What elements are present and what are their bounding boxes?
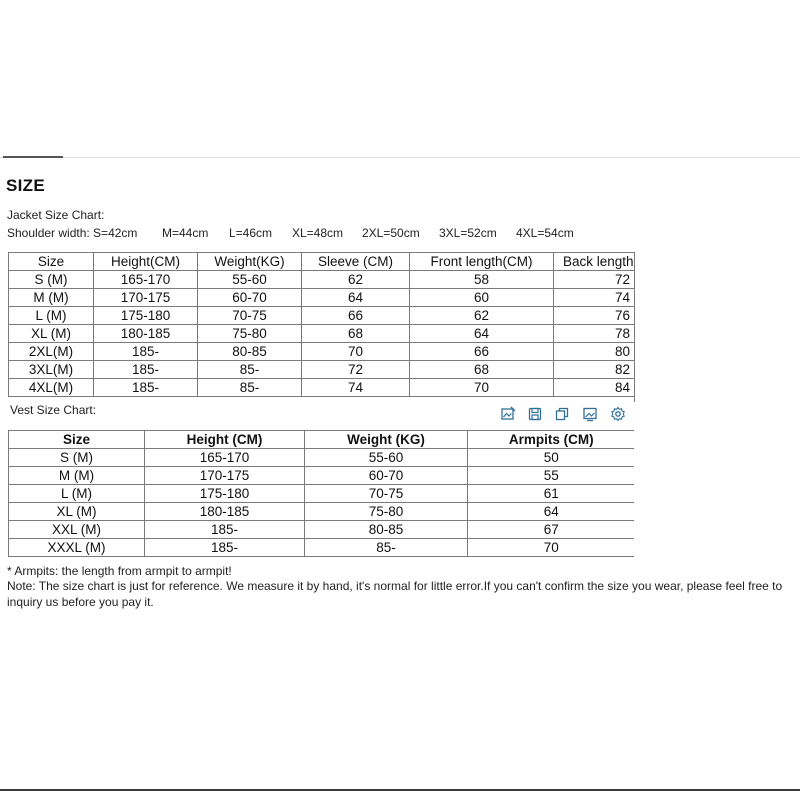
table-cell: M (M) [9, 289, 94, 307]
table-cell: L (M) [9, 307, 94, 325]
table-cell: 165-170 [94, 271, 198, 289]
top-divider-accent [3, 156, 63, 158]
column-header: Height(CM) [94, 253, 198, 271]
settings-icon[interactable] [610, 406, 626, 422]
shoulder-width-xl: XL=48cm [292, 226, 344, 240]
table-cell: XL (M) [9, 503, 145, 521]
table-cell: 85- [198, 379, 302, 397]
table-cell: 4XL(M) [9, 379, 94, 397]
table-row [9, 289, 636, 307]
table-row [9, 449, 635, 467]
column-header: Height (CM) [145, 431, 305, 449]
shoulder-width-s: Shoulder width: S=42cm [7, 226, 138, 240]
table-cell: 68 [302, 325, 410, 343]
table-cell: 170-175 [94, 289, 198, 307]
armpits-note: * Armpits: the length from armpit to armpit! [7, 564, 232, 578]
table-row [9, 271, 636, 289]
table-row [9, 521, 635, 539]
table-cell: 180-185 [94, 325, 198, 343]
column-header: Armpits (CM) [468, 431, 635, 449]
table-cell: 67 [468, 521, 635, 539]
table-cell: 70 [410, 379, 554, 397]
table-cell: 68 [410, 361, 554, 379]
column-header: Sleeve (CM) [302, 253, 410, 271]
table-cell: 70-75 [198, 307, 302, 325]
table-cell: 66 [410, 343, 554, 361]
table-row [9, 539, 635, 557]
table-cell: 80-85 [198, 343, 302, 361]
table-cell: 165-170 [145, 449, 305, 467]
table-cell: 175-180 [94, 307, 198, 325]
table-cell: 55-60 [198, 271, 302, 289]
table-cell: 62 [410, 307, 554, 325]
table-cell: 74 [554, 289, 636, 307]
table-cell: 61 [468, 485, 635, 503]
table-row [9, 485, 635, 503]
page-title: SIZE [6, 176, 45, 195]
table-row [9, 343, 636, 361]
save-icon[interactable] [527, 406, 543, 422]
table-cell: 80-85 [305, 521, 468, 539]
top-divider [0, 157, 800, 158]
table-cell: 3XL(M) [9, 361, 94, 379]
table-cell: 82 [554, 361, 636, 379]
column-header: Weight(KG) [198, 253, 302, 271]
table-cell: 72 [554, 271, 636, 289]
shoulder-width-l: L=46cm [229, 226, 273, 240]
table-row [9, 379, 636, 397]
table-cell: 70 [468, 539, 635, 557]
table-cell: 60-70 [305, 467, 468, 485]
vest-table-viewport [8, 430, 634, 562]
table-cell: 60-70 [198, 289, 302, 307]
table-cell: XL (M) [9, 325, 94, 343]
table-cell: 185- [94, 343, 198, 361]
size-chart-note: Note: The size chart is just for reference. We measure it by hand, it's normal for little error.If you can't confirm the size you wear, please feel free to inquiry us before you pay it. [7, 579, 783, 609]
table-cell: L (M) [9, 485, 145, 503]
column-header: Size [9, 431, 145, 449]
jacket-size-table [8, 252, 635, 397]
table-cell: 75-80 [198, 325, 302, 343]
column-header: Size [9, 253, 94, 271]
table-cell: 75-80 [305, 503, 468, 521]
table-cell: 70 [302, 343, 410, 361]
table-cell: 64 [468, 503, 635, 521]
table-cell: 66 [302, 307, 410, 325]
table-cell: S (M) [9, 449, 145, 467]
table-cell: XXL (M) [9, 521, 145, 539]
table-cell: 85- [305, 539, 468, 557]
shoulder-width-4xl: 4XL=54cm [516, 226, 574, 240]
table-cell: 180-185 [145, 503, 305, 521]
table-cell: 175-180 [145, 485, 305, 503]
table-cell: 72 [302, 361, 410, 379]
table-cell: 2XL(M) [9, 343, 94, 361]
table-cell: 62 [302, 271, 410, 289]
table-cell: 74 [302, 379, 410, 397]
table-cell: 185- [94, 361, 198, 379]
table-cell: 185- [145, 539, 305, 557]
table-cell: 80 [554, 343, 636, 361]
vest-size-table [8, 430, 634, 557]
table-cell: 84 [554, 379, 636, 397]
table-cell: 55-60 [305, 449, 468, 467]
table-cell: 185- [94, 379, 198, 397]
image-edit-icon[interactable] [500, 406, 516, 422]
table-cell: 55 [468, 467, 635, 485]
image-share-icon[interactable] [582, 406, 598, 422]
table-cell: 185- [145, 521, 305, 539]
shoulder-width-2xl: 2XL=50cm [362, 226, 420, 240]
table-cell: XXXL (M) [9, 539, 145, 557]
table-cell: 50 [468, 449, 635, 467]
column-header: Front length(CM) [410, 253, 554, 271]
table-cell: 58 [410, 271, 554, 289]
table-row [9, 307, 636, 325]
jacket-table-viewport [8, 252, 635, 402]
column-header: Weight (KG) [305, 431, 468, 449]
table-cell: 170-175 [145, 467, 305, 485]
table-cell: 64 [302, 289, 410, 307]
table-cell: 78 [554, 325, 636, 343]
column-header: Back length [554, 253, 636, 271]
copy-icon[interactable] [554, 406, 570, 422]
table-cell: 64 [410, 325, 554, 343]
table-row [9, 503, 635, 521]
table-cell: 70-75 [305, 485, 468, 503]
table-header-row [9, 431, 635, 449]
table-cell: 85- [198, 361, 302, 379]
table-cell: 60 [410, 289, 554, 307]
shoulder-width-m: M=44cm [162, 226, 209, 240]
shoulder-width-3xl: 3XL=52cm [439, 226, 497, 240]
vest-chart-label: Vest Size Chart: [10, 403, 97, 417]
jacket-chart-label: Jacket Size Chart: [7, 208, 105, 222]
table-row [9, 325, 636, 343]
table-header-row [9, 253, 636, 271]
table-cell: 76 [554, 307, 636, 325]
table-row [9, 361, 636, 379]
table-row [9, 467, 635, 485]
table-cell: M (M) [9, 467, 145, 485]
table-cell: S (M) [9, 271, 94, 289]
bottom-divider [0, 789, 800, 791]
